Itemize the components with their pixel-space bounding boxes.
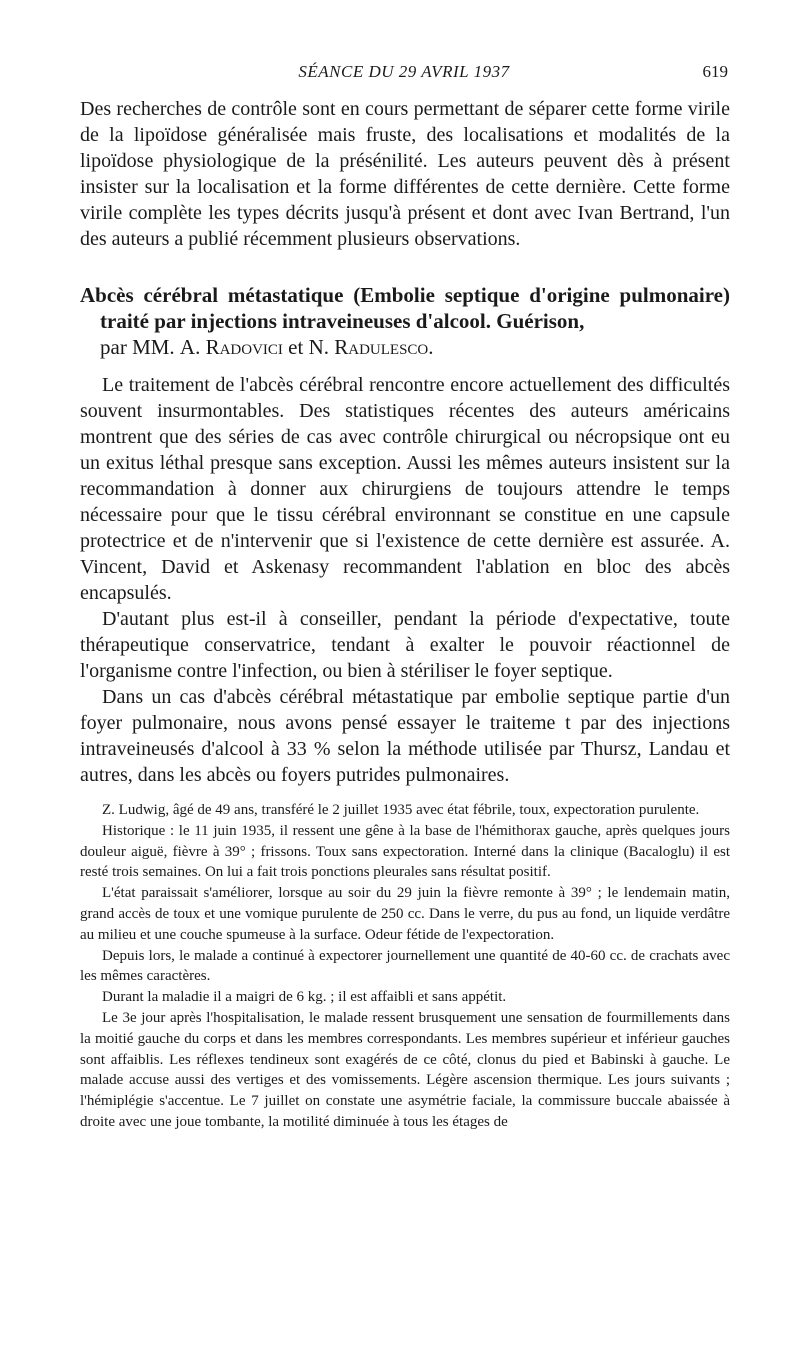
article-title: Abcès cérébral métastatique (Embolie septique d'origine pulmonaire) traité par injections intraveineuses d'alcool. Guérison, [80, 283, 730, 333]
running-title: SÉANCE DU 29 AVRIL 1937 [298, 62, 510, 81]
body-paragraph: D'autant plus est-il à conseiller, pendant la période d'expectative, toute thérapeutique conservatrice, tendant à exalter le pouvoir réactionnel de l'organisme contre l'infection, ou bien à stériliser le foyer septique. [80, 608, 730, 682]
authors-prefix: par MM. [100, 335, 180, 359]
article-heading [80, 282, 730, 360]
case-note: Z. Ludwig, âgé de 49 ans, transféré le 2 juillet 1935 avec état fébrile, toux, expectoration purulente. [102, 802, 700, 818]
case-note: Le 3e jour après l'hospitalisation, le malade ressent brusquement une sensation de fourmillements dans la moitié gauche du corps et dans les membres correspondants. Les membres supérieur et inférieur gauches sont affaiblis. Les réflexes tendineux sont exagérés de ce côté, clonus du pied et Babinski à gauche. Le malade accuse aussi des vertiges et des vomissements. Légère ascension thermique. Les jours suivants ; l'hémiplégie s'accentue. Le 7 juillet on constate une asymétrie faciale, la commissure buccale abaissée à droite avec une joue tombante, la motilité diminuée à tous les étages de [80, 1009, 730, 1130]
case-note: Historique : le 11 juin 1935, il ressent une gêne à la base de l'hémithorax gauche, après quelques jours douleur aiguë, fièvre à 39° ; frissons. Toux sans expectoration. Interné dans la clinique (Bacaloglu) il est resté trois semaines. On lui a fait trois ponctions pleurales sans résultat positif. [80, 822, 730, 881]
intro-paragraph: Des recherches de contrôle sont en cours permettant de séparer cette forme virile de la lipoïdose généralisée mais fruste, des localisations et modalités de la lipoïdose physiologique de la présénilité. Les auteurs peuvent dès à présent insister sur la localisation et la forme différentes de cette dernière. Cette forme virile complète les types décrits jusqu'à présent et dont avec Ivan Bertrand, l'un des auteurs a publié récemment plusieurs observations. [80, 98, 730, 250]
case-note: Durant la maladie il a maigri de 6 kg. ; il est affaibli et sans appétit. [102, 989, 507, 1006]
body-paragraph: Dans un cas d'abcès cérébral métastatique par embolie septique partie d'un foyer pulmonaire, nous avons pensé essayer le traiteme t par des injections intraveineusés d'alcool à 33 % selon la méthode utilisée par Thursz, Landau et autres, dans les abcès ou foyers putrides pulmonaires. [80, 686, 730, 786]
authors-join: et [282, 335, 309, 359]
article-authors [100, 335, 434, 359]
case-report [80, 800, 730, 1133]
body-text [80, 96, 730, 1133]
page-header [80, 62, 728, 86]
body-paragraph: Le traitement de l'abcès cérébral rencontre encore actuellement des difficultés souvent insurmontables. Des statistiques récentes des auteurs américains montrent que des séries de cas avec contrôle chirurgical ou nécropsique ont eu un exitus léthal presque sans exception. Aussi les mêmes auteurs insistent sur la recommandation à donner aux chirurgiens de toujours attendre le temps nécessaire pour que le tissu cérébral environnant se constitue en une capsule protectrice et de n'intervenir que si l'existence de cette dernière est assurée. A. Vincent, David et Askenasy recommandent l'ablation en bloc des abcès encapsulés. [80, 374, 730, 604]
case-note: Depuis lors, le malade a continué à expectorer journellement une quantité de 40-60 cc. de crachats avec les mêmes caractères. [80, 947, 730, 985]
case-note: L'état paraissait s'améliorer, lorsque au soir du 29 juin la fièvre remonte à 39° ; le lendemain matin, grand accès de toux et une vomique purulente de 250 cc. Dans le verre, du pus au fond, un liquide verdâtre au milieu et une couche spumeuse à la surface. Odeur fétide de l'expectoration. [80, 885, 730, 943]
author-radulesco: N. Radulesco. [308, 335, 434, 359]
page-number: 619 [702, 62, 728, 81]
author-radovici: A. Radovici [179, 335, 283, 359]
